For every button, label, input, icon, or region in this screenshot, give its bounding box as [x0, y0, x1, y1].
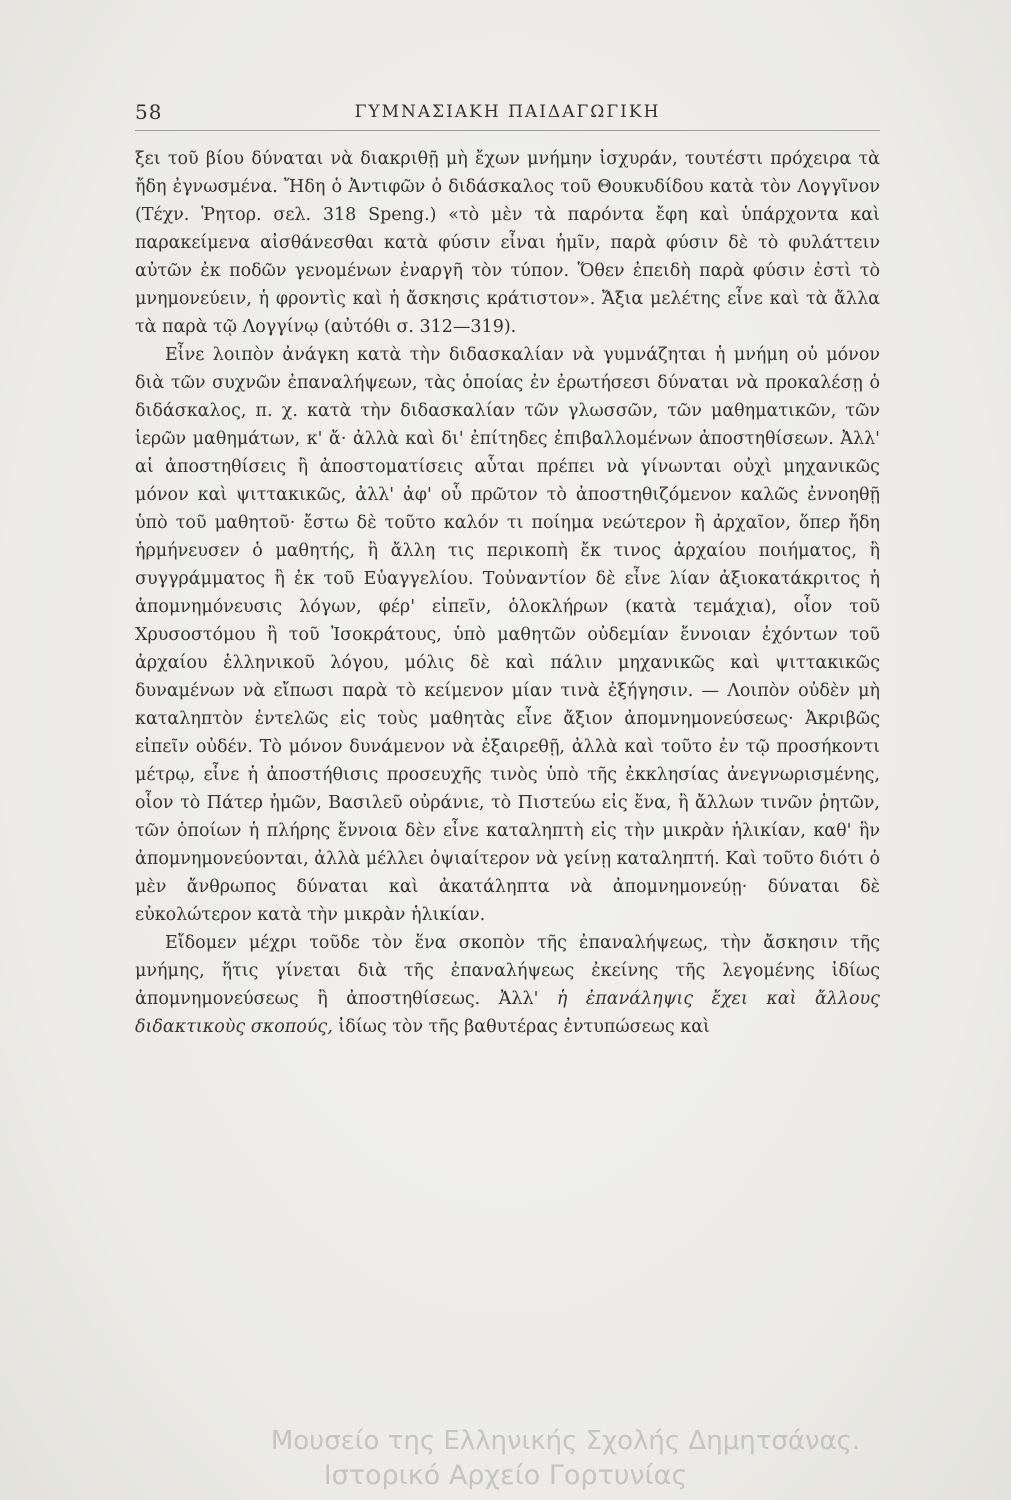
- watermark-line-1: Μουσείο της Ελληνικής Σχολής Δημητσάνας.: [270, 1426, 861, 1456]
- paragraph-2: Εἶνε λοιπὸν ἀνάγκη κατὰ τὴν διδασκαλίαν νὰ γυμνάζηται ἡ μνήμη οὐ μόνον διὰ τῶν συχνῶν ἐπαναλήψεων, τὰς ὁποίας ἐν ἐρωτήσεσι δύναται νὰ προκαλέσῃ ὁ διδάσκαλος, π. χ. κατὰ τὴν διδασκαλίαν τῶν γλωσσῶν, τῶν μαθηματικῶν, τῶν ἱερῶν μαθημάτων, κ' ἄ· ἀλλὰ καὶ δι' ἐπίτηδες ἐπιβαλλομένων ἀποστηθίσεων. Ἀλλ' αἱ ἀποστηθίσεις ἢ ἀποστοματίσεις αὗται πρέπει νὰ γίνωνται οὐχὶ μηχανικῶς μόνον καὶ ψιττακικῶς, ἀλλ' ἀφ' οὗ πρῶτον τὸ ἀποστηθιζόμενον καλῶς ἐννοηθῇ ὑπὸ τοῦ μαθητοῦ· ἔστω δὲ τοῦτο καλόν τι ποίημα νεώτερον ἢ ἀρχαῖον, ὅπερ ἤδη ἡρμήνευσεν ὁ μαθητής, ἢ ἄλλη τις περικοπὴ ἔκ τινος ἀρχαίου ποιήματος, ἢ συγγράμματος ἢ ἐκ τοῦ Εὐαγγελίου. Τοὐναντίον δὲ εἶνε λίαν ἀξιοκατάκριτος ἡ ἀπομνημόνευσις λόγων, φέρ' εἰπεῖν, ὁλοκλήρων (κατὰ τεμάχια), οἷον τοῦ Χρυσοστόμου ἢ τοῦ Ἰσοκράτους, ὑπὸ μαθητῶν οὐδεμίαν ἔννοιαν ἐχόντων τοῦ ἀρχαίου ἑλληνικοῦ λόγου, μόλις δὲ καὶ πάλιν μηχανικῶς καὶ ψιττακικῶς δυναμένων νὰ εἴπωσι παρὰ τὸ κείμενον μίαν τινὰ ἐξήγησιν. — Λοιπὸν οὐδὲν μὴ καταληπτὸν ἐντελῶς εἰς τοὺς μαθητὰς εἶνε ἄξιον ἀπομνημονεύσεως· Ἀκριβῶς εἰπεῖν οὐδέν. Τὸ μόνον δυνάμενον νὰ ἐξαιρεθῇ, ἀλλὰ καὶ τοῦτο ἐν τῷ προσήκοντι μέτρῳ, εἶνε ἡ ἀποστήθισις προσευχῆς τινὸς ὑπὸ τῆς ἐκκλησίας ἀνεγνωρισμένης, οἷον τὸ Πάτερ ἡμῶν, Βασιλεῦ οὐράνιε, τὸ Πιστεύω εἰς ἕνα, ἢ ἄλλων τινῶν ῥητῶν, τῶν ὁποίων ἡ πλήρης ἔννοια δὲν εἶνε καταληπτὴ εἰς τὴν μικρὰν ἡλικίαν, καθ' ἣν ἀπομνημονεύονται, ἀλλὰ μέλλει ὀψιαίτερον νὰ γείνῃ καταληπτή. Καὶ τοῦτο διότι ὁ μὲν ἄνθρωπος δύναται καὶ ἀκατάληπτα νὰ ἀπομνημονεύῃ· δύναται δὲ εὐκολώτερον κατὰ τὴν μικρὰν ἡλικίαν.: [135, 345, 880, 925]
- body-text: [135, 145, 880, 1041]
- page-number: 58: [135, 100, 163, 124]
- watermark-line-2: Ιστορικό Αρχείο Γορτυνίας: [323, 1460, 688, 1491]
- paragraph-3: [135, 929, 880, 1041]
- paragraph-1: ξει τοῦ βίου δύναται νὰ διακριθῇ μὴ ἔχων μνήμην ἰσχυράν, τουτέστι πρόχειρα τὰ ἤδη ἐγνωσμένα. Ἤδη ὁ Ἀντιφῶν ὁ διδάσκαλος τοῦ Θουκυδίδου κατὰ τὸν Λογγῖνον (Τέχν. Ῥητορ. σελ. 318 Speng.) «τὸ μὲν τὰ παρόντα ἔφη καὶ ὑπάρχοντα καὶ παρακείμενα αἰσθάνεσθαι κατὰ φύσιν εἶναι ἡμῖν, παρὰ φύσιν δὲ τὸ φυλάττειν αὐτῶν ἐκ ποδῶν γενομένων ἐναργῆ τὸν τύπον. Ὅθεν ἐπειδὴ παρὰ φύσιν ἐστὶ τὸ μνημονεύειν, ἡ φροντὶς καὶ ἡ ἄσκησις κράτιστον». Ἄξια μελέτης εἶνε καὶ τὰ ἄλλα τὰ παρὰ τῷ Λογγίνῳ (αὐτόθι σ. 312—319).: [135, 149, 880, 337]
- paragraph-3-text: Εἴδομεν μέχρι τοῦδε τὸν ἕνα σκοπὸν τῆς ἐπαναλήψεως, τὴν ἄσκησιν τῆς μνήμης, ἥτις γίνεται διὰ τῆς ἐπαναλήψεως ἐκείνης τῆς λεγομένης ἰδίως ἀπομνημονεύσεως ἢ ἀποστηθίσεως. Ἀλλ': [135, 933, 880, 1009]
- paragraph-3-tail: ἰδίως τὸν τῆς βαθυτέρας ἐντυπώσεως καὶ: [332, 1017, 710, 1037]
- running-head: ΓΥΜΝΑΣΙΑΚΗ ΠΑΙΔΑΓΩΓΙΚΗ: [354, 102, 661, 122]
- page-header: [135, 100, 880, 128]
- header-rule: [135, 130, 880, 131]
- paragraph-3-italic: ἡ ἐπανάληψις ἔχει καὶ ἄλλους διδακτικοὺς σκοπούς,: [135, 989, 880, 1037]
